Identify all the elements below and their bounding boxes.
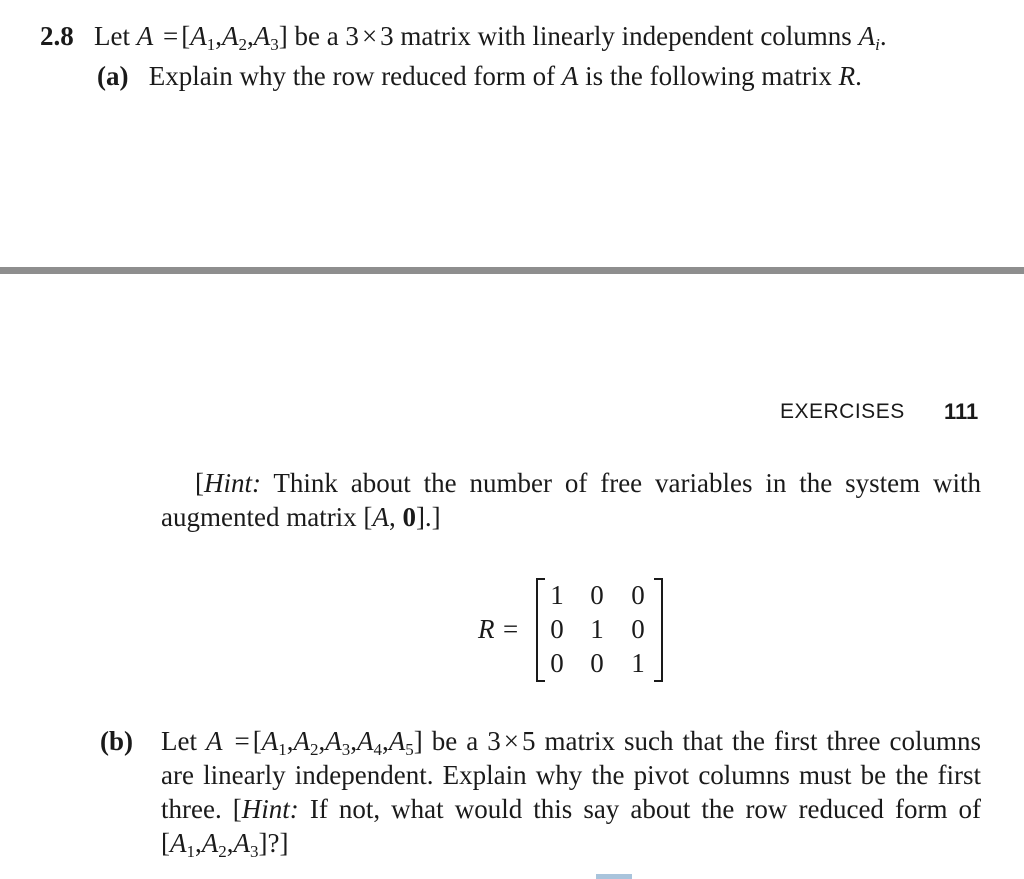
matrix-cell: 0 — [550, 614, 564, 644]
math-equals: = — [234, 726, 250, 756]
math-col: A — [388, 726, 406, 756]
part-a-text-lead: Explain why the row reduced form of — [148, 61, 556, 91]
math-col: A — [233, 828, 250, 858]
matrix-cell: 0 — [590, 648, 604, 678]
math-subscript: 1 — [278, 740, 287, 759]
hint-bracket: ].] — [415, 502, 441, 532]
math-col: A — [293, 726, 310, 756]
problem-intro-lead: Let — [94, 21, 130, 51]
matrix-cell: 0 — [631, 614, 645, 644]
hint-word: Hint: — [204, 468, 261, 498]
hint-a — [161, 466, 981, 534]
part-b-mid: be a 3 — [431, 726, 501, 756]
math-col: A — [190, 21, 207, 51]
math-subscript: 4 — [373, 740, 382, 759]
math-subscript: 3 — [341, 740, 351, 759]
matrix-cell: 1 — [631, 648, 645, 678]
math-subscript: 2 — [310, 740, 319, 759]
math-var-a: A — [561, 61, 579, 91]
math-period: . — [879, 21, 887, 51]
part-b-hint-text: If not, what would this say about the row reduced form of [ — [161, 794, 982, 858]
hint-bracket: ]?] — [258, 828, 289, 858]
math-var-a: A — [206, 726, 223, 756]
part-a-label: (a) — [97, 61, 129, 91]
matrix-lhs: R = — [478, 614, 520, 644]
math-times: × — [361, 21, 378, 51]
math-col: A — [357, 726, 374, 756]
math-comma: , — [350, 726, 357, 756]
math-bracket: ] — [413, 726, 423, 756]
math-subscript: 2 — [218, 842, 227, 861]
part-b-lead: Let — [161, 726, 197, 756]
math-bracket: [ — [181, 21, 191, 51]
math-subscript: 5 — [405, 740, 414, 759]
math-times: × — [503, 726, 519, 756]
math-subscript: 3 — [250, 842, 259, 861]
part-b-label: (b) — [100, 726, 133, 756]
math-subscript: 2 — [238, 35, 247, 54]
matrix-equation — [478, 578, 678, 684]
problem-statement — [40, 19, 887, 53]
math-col: A — [253, 21, 271, 51]
math-comma: , — [382, 726, 389, 756]
problem-intro-mid: be a 3 — [294, 21, 359, 51]
hint-bracket: [ — [195, 468, 204, 498]
page-divider — [0, 267, 1024, 274]
math-subscript: 3 — [270, 35, 279, 54]
hint-word: Hint: — [241, 794, 299, 824]
scroll-indicator — [596, 874, 632, 879]
math-col: A — [261, 726, 279, 756]
matrix-cell: 0 — [550, 648, 564, 678]
math-col: A — [170, 828, 187, 858]
math-var-r: R — [838, 61, 856, 91]
math-comma: , — [195, 828, 202, 858]
math-comma: , — [246, 21, 254, 51]
math-bracket: [ — [252, 726, 262, 756]
problem-intro-tail: 3 matrix with linearly independent columns — [380, 21, 852, 51]
math-subscript: i — [875, 35, 880, 54]
math-comma: , — [388, 502, 403, 532]
matrix-cell: 1 — [550, 580, 564, 610]
math-col: A — [201, 828, 219, 858]
matrix-cell: 0 — [631, 580, 645, 610]
math-comma: , — [318, 726, 326, 756]
part-a-text-mid: is the following matrix — [585, 61, 832, 91]
math-subscript: 1 — [206, 35, 216, 54]
math-zero-vector: 0 — [402, 502, 416, 532]
math-period: . — [855, 61, 862, 91]
running-header-page-number: 111 — [944, 399, 979, 424]
math-var-a: A — [372, 502, 389, 532]
math-equals: = — [162, 21, 179, 51]
math-col: A — [325, 726, 342, 756]
math-bracket: ] — [278, 21, 288, 51]
math-col: A — [221, 21, 239, 51]
matrix-cell: 1 — [590, 614, 604, 644]
running-header-section: EXERCISES — [780, 400, 905, 423]
math-comma: , — [226, 828, 234, 858]
hint-a-text: Think about the number of free variables in the system with augmented matrix [ — [161, 468, 981, 532]
problem-number: 2.8 — [40, 21, 74, 51]
part-a — [97, 59, 862, 93]
matrix-cell: 0 — [590, 580, 604, 610]
math-comma: , — [286, 726, 294, 756]
math-var-a: A — [136, 21, 154, 51]
math-col: A — [858, 21, 876, 51]
math-comma: , — [215, 21, 222, 51]
part-b-tail: 5 matrix such that the first three columns are linearly independent. Explain why the pivot columns must be the first three. [ — [161, 726, 981, 824]
part-b — [161, 724, 981, 860]
math-subscript: 1 — [186, 842, 195, 861]
